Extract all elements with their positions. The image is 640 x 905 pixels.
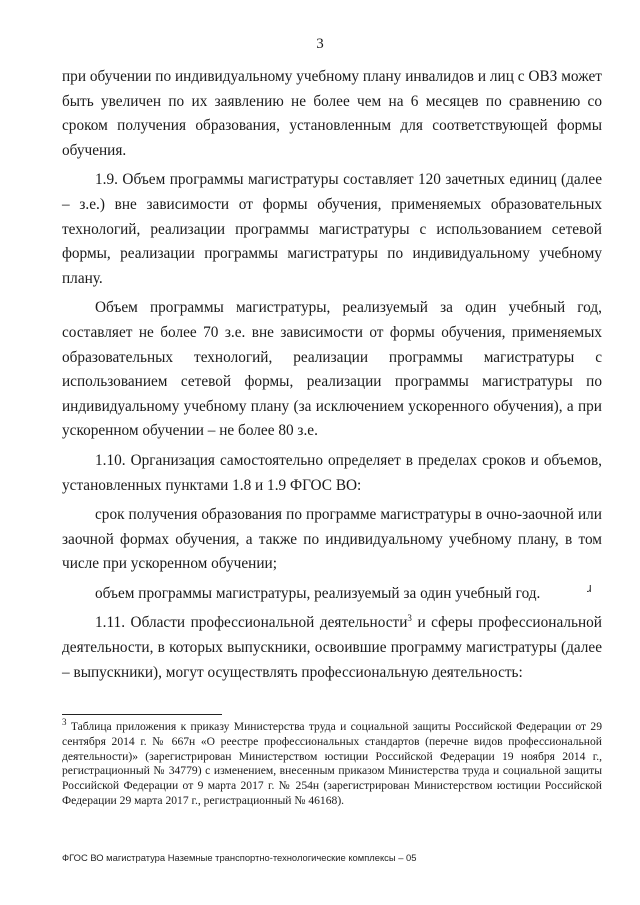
paragraph-1-11 bbox=[62, 611, 602, 685]
paragraph-1-11-start: 1.11. Области профессиональной деятельности bbox=[95, 614, 408, 632]
footnote-number: 3 bbox=[62, 717, 67, 728]
footnote-text: Таблица приложения к приказу Министерства труда и социальной защиты Российской Федерации от 29 сентября 2014 г. № 667н «О реестре профессиональных стандартов (перечне видов профессиональной деятельности)» (зарегистрирован Министерством юстиции Российской Федерации 19 ноября 2014 г., регистрационный № 34779) с изменением, внесенным приказом Министерства труда и социальной защиты Российской Федерации от 9 марта 2017 г. № 254н (зарегистрирован Министерством юстиции Российской Федерации 29 марта 2017 г., регистрационный № 46168). bbox=[62, 720, 602, 807]
margin-mark: ɹ bbox=[587, 581, 592, 595]
paragraph-continuation: при обучении по индивидуальному учебному плану инвалидов и лиц с ОВЗ может быть увеличен по их заявлению не более чем на 6 месяцев по сравнению со сроком получения образования, установленным для соответствующей формы обучения. bbox=[62, 68, 602, 159]
document-body bbox=[62, 65, 602, 690]
footnote bbox=[62, 717, 602, 809]
paragraph-1-9: 1.9. Объем программы магистратуры составляет 120 зачетных единиц (далее – з.е.) вне зависимости от формы обучения, применяемых образовательных технологий, реализации программы магистратуры с использованием сетевой формы, реализации программы магистратуры по индивидуальному учебному плану. bbox=[62, 171, 602, 287]
paragraph-annual-program-volume: объем программы магистратуры, реализуемый за один учебный год. bbox=[95, 584, 541, 602]
paragraph-1-10: 1.10. Организация самостоятельно определяет в пределах сроков и объемов, установленных пунктами 1.8 и 1.9 ФГОС ВО: bbox=[62, 451, 602, 494]
paragraph-annual-volume: Объем программы магистратуры, реализуемый за один учебный год, составляет не более 70 з.е. вне зависимости от формы обучения, применяемых образовательных технологий, реализации программы магистратуры с использованием сетевой формы, реализации программы магистратуры по индивидуальному учебному плану (за исключением ускоренного обучения), а при ускоренном обучении – не более 80 з.е. bbox=[62, 299, 602, 440]
footnote-divider bbox=[62, 714, 222, 715]
paragraph-study-period: срок получения образования по программе магистратуры в очно-заочной или заочной формах обучения, а также по индивидуальному учебному плану, в том числе при ускоренном обучении; bbox=[62, 506, 602, 573]
paragraph-1-11-rest: и сферы профессиональной деятельности, в которых выпускники, освоившие программу магистратуры (далее – выпускники), могут осуществлять профессиональную деятельность: bbox=[62, 614, 602, 681]
page-footer: ФГОС ВО магистратура Наземные транспортно-технологические комплексы – 05 bbox=[62, 852, 417, 863]
footnote-ref: 3 bbox=[407, 613, 412, 624]
page-number: 3 bbox=[316, 36, 324, 52]
